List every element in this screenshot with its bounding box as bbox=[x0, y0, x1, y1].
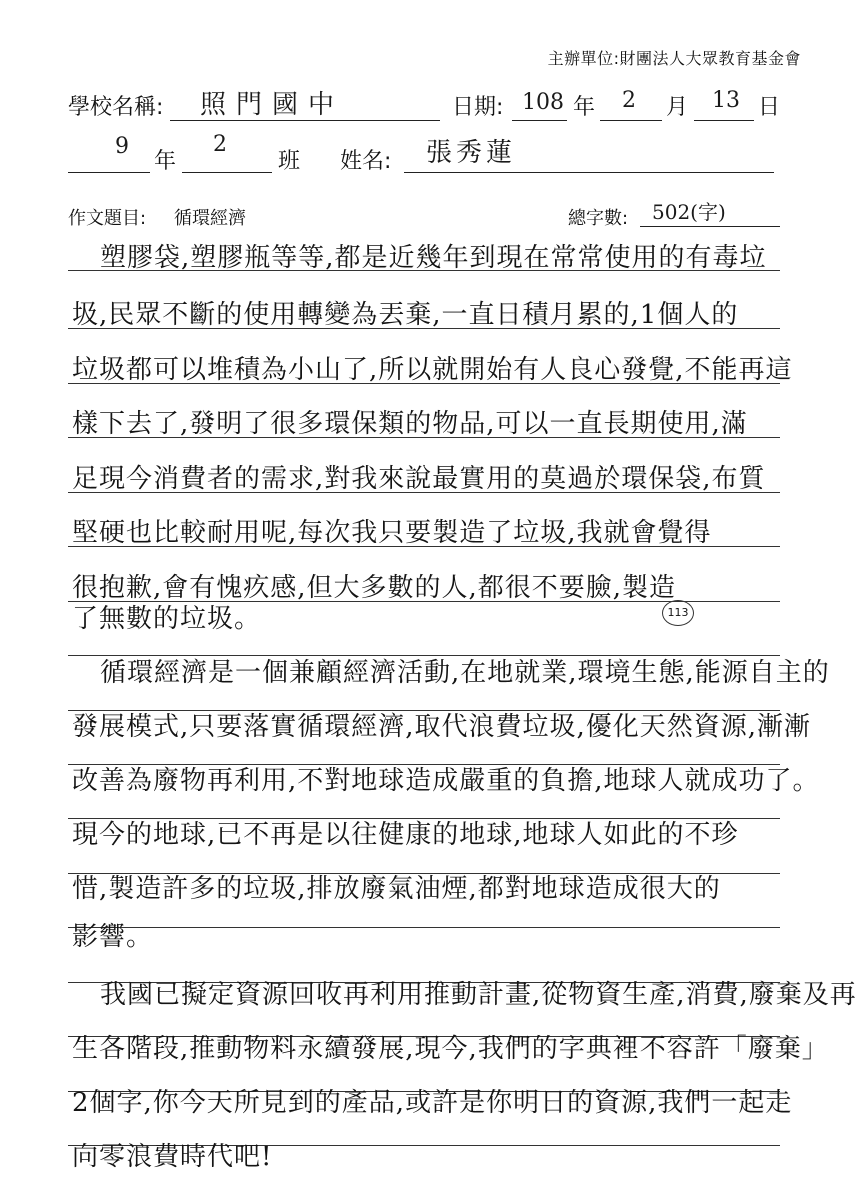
essay-line-7: 很抱歉,會有愧疚感,但大多數的人,都很不要臉,製造 bbox=[72, 573, 677, 603]
essay-line-5: 足現今消費者的需求,對我來說最實用的莫過於環保袋,布質 bbox=[72, 464, 766, 494]
date-year: 108 bbox=[522, 90, 564, 115]
essay-line-3: 垃圾都可以堆積為小山了,所以就開始有人良心發覺,不能再這 bbox=[72, 355, 793, 385]
date-label: 日期: bbox=[452, 95, 504, 120]
essay-line-4: 樣下去了,發明了很多環保類的物品,可以一直長期使用,滿 bbox=[72, 409, 748, 439]
grade-value: 9 bbox=[115, 134, 129, 159]
name-label: 姓名: bbox=[340, 149, 392, 174]
margin-mark: 113 bbox=[662, 600, 694, 626]
essay-line-6: 堅硬也比較耐用呢,每次我只要製造了垃圾,我就會覺得 bbox=[72, 518, 712, 548]
essay-line-18: 向零浪費時代吧! bbox=[72, 1142, 273, 1172]
essay-line-12: 現今的地球,已不再是以往健康的地球,地球人如此的不珍 bbox=[72, 820, 739, 850]
name-underline bbox=[404, 172, 774, 173]
grade-char: 年 bbox=[154, 149, 177, 174]
class-value: 2 bbox=[213, 132, 227, 157]
essay-line-8: 了無數的垃圾。 bbox=[72, 604, 262, 634]
name-value: 張秀蓮 bbox=[426, 138, 517, 168]
school-label: 學校名稱: bbox=[68, 95, 164, 120]
topic-label: 作文題目: bbox=[68, 208, 147, 229]
essay-line-16: 生各階段,推動物料永續發展,現今,我們的字典裡不容許「廢棄」 bbox=[72, 1034, 829, 1064]
count-value: 502(字) bbox=[652, 200, 726, 224]
essay-line-2: 圾,民眾不斷的使用轉變為丟棄,一直日積月累的,1個人的 bbox=[72, 300, 739, 330]
organizer-text: 主辦單位:財團法人大眾教育基金會 bbox=[547, 49, 801, 68]
essay-line-9: 循環經濟是一個兼顧經濟活動,在地就業,環境生態,能源自主的 bbox=[100, 658, 830, 688]
month-char: 月 bbox=[666, 95, 689, 120]
year-char: 年 bbox=[573, 95, 596, 120]
essay-line-10: 發展模式,只要落實循環經濟,取代浪費垃圾,優化天然資源,漸漸 bbox=[72, 712, 812, 742]
grade-underline bbox=[68, 172, 150, 173]
date-day: 13 bbox=[712, 88, 740, 113]
count-label: 總字數: bbox=[568, 208, 629, 229]
month-underline bbox=[600, 120, 662, 121]
class-underline bbox=[182, 172, 272, 173]
essay-line-17: 2個字,你今天所見到的產品,或許是你明日的資源,我們一起走 bbox=[72, 1088, 793, 1118]
essay-line-15: 我國已擬定資源回收再利用推動計畫,從物資生產,消費,廢棄及再 bbox=[100, 980, 857, 1010]
year-underline bbox=[512, 120, 567, 121]
school-value: 照門國中 bbox=[200, 90, 345, 120]
essay-line-1: 塑膠袋,塑膠瓶等等,都是近幾年到現在常常使用的有毒垃 bbox=[100, 243, 767, 273]
date-month: 2 bbox=[622, 88, 636, 113]
topic-value: 循環經濟 bbox=[174, 208, 246, 229]
count-underline bbox=[640, 226, 780, 227]
day-char: 日 bbox=[758, 95, 781, 120]
class-char: 班 bbox=[278, 149, 301, 174]
day-underline bbox=[694, 120, 754, 121]
essay-line-13: 惜,製造許多的垃圾,排放廢氣油煙,都對地球造成很大的 bbox=[72, 874, 721, 904]
essay-line-11: 改善為廢物再利用,不對地球造成嚴重的負擔,地球人就成功了。 bbox=[72, 766, 820, 796]
essay-line-14: 影響。 bbox=[72, 922, 154, 952]
